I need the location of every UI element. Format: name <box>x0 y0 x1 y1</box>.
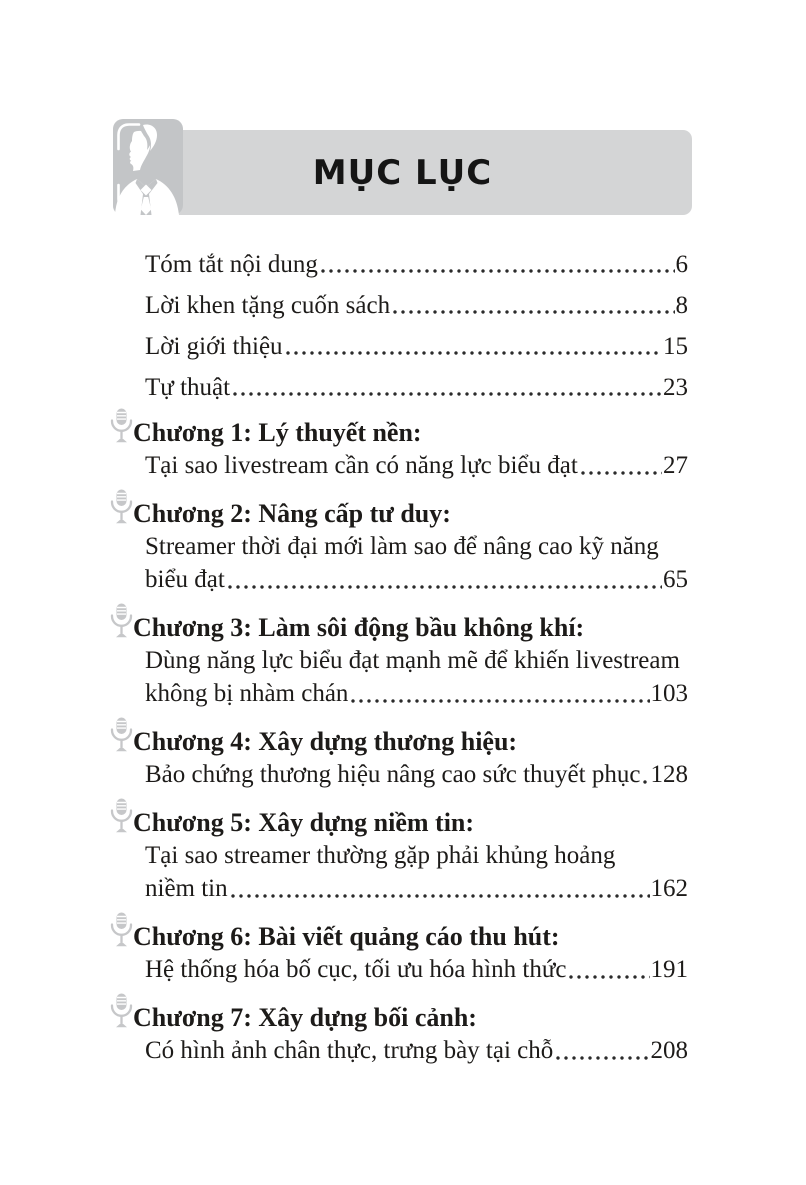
page-number: 23 <box>663 374 688 401</box>
chapter-subtitle <box>110 758 688 791</box>
chapter-subtitle-line <box>110 530 688 563</box>
toc-list <box>110 252 688 1067</box>
page-number: 8 <box>675 292 688 319</box>
page-number: 27 <box>663 452 688 479</box>
page-number: 15 <box>663 333 688 360</box>
subtitle-text: Tại sao streamer thường gặp phải khủng hoảng <box>145 842 616 869</box>
subtitle-text: Streamer thời đại mới làm sao để nâng cao kỹ năng <box>145 533 659 560</box>
chapter-title: Chương 7: Xây dựng bối cảnh: <box>133 1003 477 1032</box>
microphone-icon <box>108 716 135 756</box>
page-number: 162 <box>650 875 688 902</box>
subtitle-text: niềm tin <box>145 875 228 902</box>
subtitle-text: Bảo chứng thương hiệu nâng cao sức thuyết phục <box>145 761 641 788</box>
microphone-icon <box>108 797 135 837</box>
chapter-title: Chương 3: Làm sôi động bầu không khí: <box>133 613 585 642</box>
toc-entry-label: Tóm tắt nội dung <box>145 251 318 278</box>
dot-leader <box>348 677 650 710</box>
dot-leader <box>640 758 650 791</box>
page-title: MỤC LỤC <box>312 152 493 193</box>
chapter-subtitle-line <box>110 758 688 791</box>
microphone-icon <box>108 602 135 642</box>
chapter-entry <box>110 1001 688 1067</box>
page-number: 103 <box>650 680 688 707</box>
subtitle-text: Tại sao livestream cần có năng lực biểu đạt <box>145 452 578 479</box>
microphone-icon <box>108 407 135 447</box>
dot-leader <box>318 252 676 277</box>
title-banner <box>113 130 692 215</box>
dot-leader <box>578 449 663 482</box>
chapter-subtitle <box>110 1034 688 1067</box>
chapter-title: Chương 1: Lý thuyết nền: <box>133 418 422 447</box>
chapter-subtitle-line <box>110 839 688 872</box>
chapter-entry <box>110 611 688 710</box>
chapter-title: Chương 4: Xây dựng thương hiệu: <box>133 727 518 756</box>
chapter-title: Chương 6: Bài viết quảng cáo thu hút: <box>133 922 560 951</box>
chapter-subtitle-line <box>110 563 688 596</box>
microphone-icon <box>108 911 135 951</box>
book-person-logo-icon <box>113 119 183 215</box>
chapter-title: Chương 2: Nâng cấp tư duy: <box>133 499 451 528</box>
front-matter-list <box>110 252 688 400</box>
chapter-subtitle-line <box>110 449 688 482</box>
dot-leader <box>566 953 650 986</box>
chapter-subtitle <box>110 839 688 905</box>
dot-leader <box>228 872 651 905</box>
chapter-subtitle-line <box>110 644 688 677</box>
toc-entry <box>110 334 688 359</box>
dot-leader <box>230 375 663 400</box>
chapter-title: Chương 5: Xây dựng niềm tin: <box>133 808 475 837</box>
chapter-list <box>110 416 688 1067</box>
chapter-subtitle-line <box>110 1034 688 1067</box>
chapter-entry <box>110 806 688 905</box>
subtitle-text: Có hình ảnh chân thực, trưng bày tại chỗ <box>145 1037 554 1064</box>
subtitle-text: Hệ thống hóa bố cục, tối ưu hóa hình thức <box>145 956 567 983</box>
dot-leader <box>283 334 663 359</box>
chapter-subtitle <box>110 530 688 596</box>
chapter-entry <box>110 725 688 791</box>
toc-entry-label: Lời giới thiệu <box>145 333 283 360</box>
dot-leader <box>390 293 675 318</box>
page-number: 65 <box>663 566 688 593</box>
subtitle-text: không bị nhàm chán <box>145 680 349 707</box>
chapter-subtitle-line <box>110 953 688 986</box>
chapter-subtitle-line <box>110 677 688 710</box>
chapter-subtitle-line <box>110 872 688 905</box>
page-number: 191 <box>650 956 688 983</box>
toc-entry <box>110 252 688 277</box>
chapter-subtitle <box>110 953 688 986</box>
toc-entry <box>110 293 688 318</box>
toc-entry-label: Tự thuật <box>145 374 231 401</box>
chapter-subtitle <box>110 449 688 482</box>
page-number: 128 <box>650 761 688 788</box>
chapter-entry <box>110 497 688 596</box>
toc-entry-label: Lời khen tặng cuốn sách <box>145 292 391 319</box>
page-number: 208 <box>650 1037 688 1064</box>
subtitle-text: Dùng năng lực biểu đạt mạnh mẽ để khiến livestream <box>145 647 680 674</box>
header <box>0 0 806 215</box>
microphone-icon <box>108 992 135 1032</box>
subtitle-text: biểu đạt <box>145 566 225 593</box>
microphone-icon <box>108 488 135 528</box>
dot-leader <box>553 1034 650 1067</box>
page-number: 6 <box>675 251 688 278</box>
chapter-entry <box>110 416 688 482</box>
dot-leader <box>225 563 663 596</box>
chapter-subtitle <box>110 644 688 710</box>
chapter-entry <box>110 920 688 986</box>
toc-entry <box>110 375 688 400</box>
